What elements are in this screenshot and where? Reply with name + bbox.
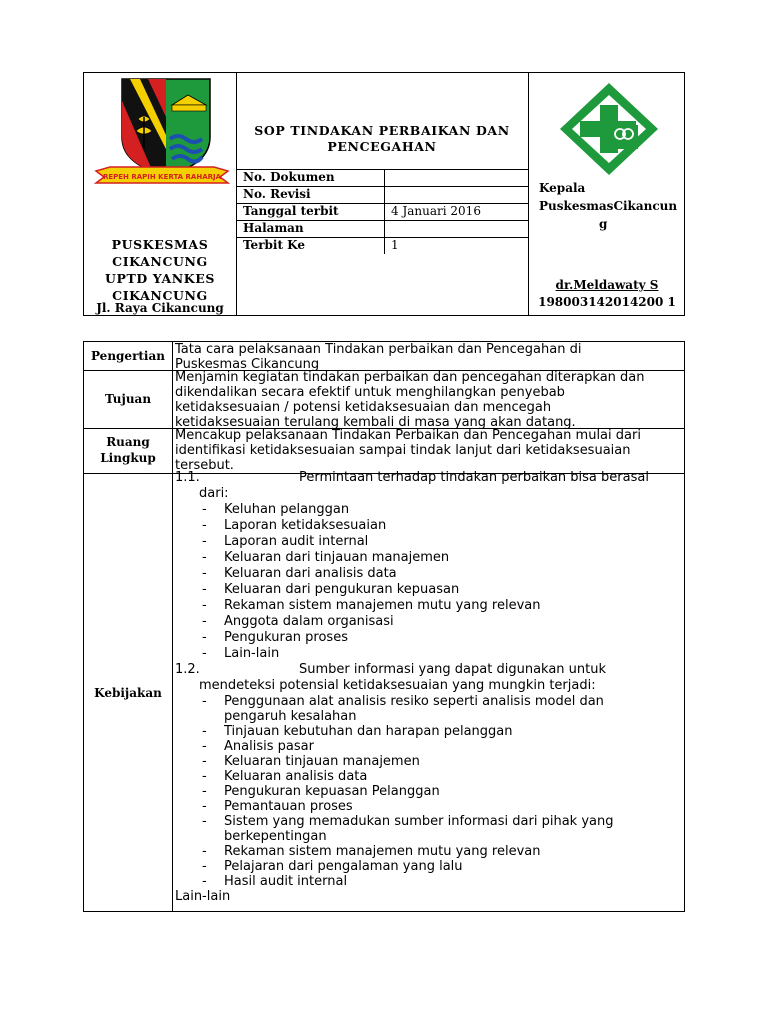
list-item-text: Rekaman sistem manajemen mutu yang relevan xyxy=(224,598,541,613)
ruang-lingkup-text xyxy=(175,428,680,473)
list-item-text: Lain-lain xyxy=(224,646,280,661)
list-item: - Rekaman sistem manajemen mutu yang relevan xyxy=(175,598,680,614)
list-item-text: Tinjauan kebutuhan dan harapan pelanggan xyxy=(224,724,513,739)
organization-line: CIKANCUNG xyxy=(112,254,208,269)
list-item-line: Sistem yang memadukan sumber informasi dari pihak yang xyxy=(224,814,614,829)
meta-value: 1 xyxy=(391,238,399,252)
text-line: Tata cara pelaksanaan Tindakan perbaikan dan Pencegahan di xyxy=(175,342,582,357)
sop-title-line: PENCEGAHAN xyxy=(327,139,437,154)
regency-logo xyxy=(92,77,232,187)
organization-line: PUSKESMAS xyxy=(111,237,209,252)
row-label-pengertian: Pengertian xyxy=(90,349,165,363)
list-item: - Keluaran dari analisis data xyxy=(175,566,680,582)
list-item-text: Keluhan pelanggan xyxy=(224,502,350,517)
meta-row-terbit xyxy=(236,237,528,254)
policy-text: mendeteksi potensial ketidaksesuaian yang mungkin terjadi: xyxy=(199,678,596,693)
signer-title-line: PuskesmasCikancun xyxy=(539,199,678,213)
text-line: Menjamin kegiatan tindakan perbaikan dan pencegahan diterapkan dan xyxy=(175,370,645,385)
policy-number: 1.1. xyxy=(175,470,200,485)
tujuan-text xyxy=(175,370,680,430)
meta-row-halaman xyxy=(236,220,528,237)
row-label-ruang-lingkup xyxy=(84,434,172,466)
text-line: tersebut. xyxy=(175,458,234,473)
meta-label: No. Dokumen xyxy=(243,170,335,184)
list-item: - Hasil audit internal xyxy=(175,874,680,889)
list-item-line: pengaruh kesalahan xyxy=(224,709,357,724)
row-label-line: Lingkup xyxy=(100,451,156,465)
text-line: identifikasi ketidaksesuaian sampai tindak lanjut dari ketidaksesuaian xyxy=(175,443,631,458)
organization-address: Jl. Raya Cikancung xyxy=(96,301,224,315)
list-item: - Laporan audit internal xyxy=(175,534,680,550)
list-item-text: Rekaman sistem manajemen mutu yang relevan xyxy=(224,844,541,859)
signer-title-line: g xyxy=(599,217,608,231)
list-item-text: Analisis pasar xyxy=(224,739,314,754)
list-item-text: Hasil audit internal xyxy=(224,874,348,889)
meta-row-tanggal xyxy=(236,203,528,220)
meta-label: No. Revisi xyxy=(243,187,311,201)
list-item: - Keluaran tinjauan manajemen xyxy=(175,754,680,769)
list-item-text: Keluaran tinjauan manajemen xyxy=(224,754,420,769)
list-item-text: Anggota dalam organisasi xyxy=(224,614,394,629)
text-line: Puskesmas Cikancung xyxy=(175,357,320,372)
organization-line: UPTD YANKES xyxy=(104,271,216,286)
organization-line: CIKANCUNG xyxy=(112,288,208,303)
list-item: - Laporan ketidaksesuaian xyxy=(175,518,680,534)
list-item-text: Pemantauan proses xyxy=(224,799,353,814)
meta-value: 4 Januari 2016 xyxy=(391,204,481,218)
policy-text: Sumber informasi yang dapat digunakan untuk xyxy=(299,662,607,677)
list-item-text xyxy=(175,814,680,844)
meta-label: Halaman xyxy=(243,221,304,235)
logo-banner-text: REPEH RAPIH KERTA RAHARJA xyxy=(102,173,222,181)
sop-body-table xyxy=(83,341,685,912)
meta-row-revisi xyxy=(236,186,528,203)
signer-title-line: Kepala xyxy=(539,181,586,195)
pengertian-text xyxy=(175,342,680,372)
list-item: - Penggunaan alat analisis resiko seperti analisis model dan pengaruh kesalahan xyxy=(175,694,680,724)
meta-label: Tanggal terbit xyxy=(243,204,339,218)
row-label-tujuan: Tujuan xyxy=(104,392,152,406)
list-item: - Pengukuran kepuasan Pelanggan xyxy=(175,784,680,799)
list-item: - Keluaran dari pengukuran kepuasan xyxy=(175,582,680,598)
list-item: - Analisis pasar xyxy=(175,739,680,754)
signer-title xyxy=(539,179,679,233)
signer-name: dr.Meldawaty S xyxy=(555,278,659,292)
list-item-text: Pengukuran kepuasan Pelanggan xyxy=(224,784,440,799)
text-line: Mencakup pelaksanaan Tindakan Perbaikan dan Pencegahan mulai dari xyxy=(175,428,641,443)
list-item: - Keluaran dari tinjauan manajemen xyxy=(175,550,680,566)
closing-text: Lain-lain xyxy=(175,889,231,904)
policy-text: Permintaan terhadap tindakan perbaikan bisa berasal xyxy=(299,470,649,485)
signer-block xyxy=(528,277,686,311)
list-item-text: Pelajaran dari pengalaman yang lalu xyxy=(224,859,463,874)
text-line: ketidaksesuaian terulang kembali di masa yang akan datang. xyxy=(175,415,576,430)
list-item-text: Laporan audit internal xyxy=(224,534,369,549)
list-item: - Pengukuran proses xyxy=(175,630,680,646)
list-item: - Rekaman sistem manajemen mutu yang relevan xyxy=(175,844,680,859)
header-table xyxy=(83,72,685,316)
puskesmas-logo xyxy=(554,79,664,181)
list-item: - Tinjauan kebutuhan dan harapan pelanggan xyxy=(175,724,680,739)
list-item-text: Laporan ketidaksesuaian xyxy=(224,518,387,533)
kebijakan-content xyxy=(175,470,680,905)
list-item-text: Keluaran dari pengukuran kepuasan xyxy=(224,582,460,597)
text-line: dikendalikan secara efektif untuk menghilangkan penyebab xyxy=(175,385,565,400)
organization-name xyxy=(84,236,236,304)
sop-title-line: SOP TINDAKAN PERBAIKAN DAN xyxy=(254,123,510,138)
signer-nip: 198003142014200 1 xyxy=(538,295,676,309)
list-item: - Keluaran analisis data xyxy=(175,769,680,784)
policy-item-2 xyxy=(175,662,680,694)
list-item-text: Pengukuran proses xyxy=(224,630,348,645)
policy-text: dari: xyxy=(199,486,229,501)
row-label-line: Ruang xyxy=(106,435,150,449)
meta-label: Terbit Ke xyxy=(243,238,305,252)
policy-item-1 xyxy=(175,470,680,502)
list-item: - Lain-lain xyxy=(175,646,680,662)
list-item-text: Keluaran dari tinjauan manajemen xyxy=(224,550,450,565)
policy-number: 1.2. xyxy=(175,662,200,677)
list-item-text: Keluaran dari analisis data xyxy=(224,566,397,581)
list-item: - Keluhan pelanggan xyxy=(175,502,680,518)
list-item-line: Penggunaan alat analisis resiko seperti analisis model dan xyxy=(224,694,604,709)
list-item: - Pelajaran dari pengalaman yang lalu xyxy=(175,859,680,874)
sop-title xyxy=(236,123,528,155)
row-label-kebijakan: Kebijakan xyxy=(94,686,162,700)
list-item: - Pemantauan proses xyxy=(175,799,680,814)
list-item: - Sistem yang memadukan sumber informasi dari pihak yang berkepentingan xyxy=(175,814,680,844)
meta-row-dokumen xyxy=(236,169,528,186)
list-item: - Anggota dalam organisasi xyxy=(175,614,680,630)
list-item-text xyxy=(175,694,680,724)
list-item-line: berkepentingan xyxy=(224,829,327,844)
text-line: ketidaksesuaian / potensi ketidaksesuaian dan mencegah xyxy=(175,400,552,415)
list-item-text: Keluaran analisis data xyxy=(224,769,368,784)
